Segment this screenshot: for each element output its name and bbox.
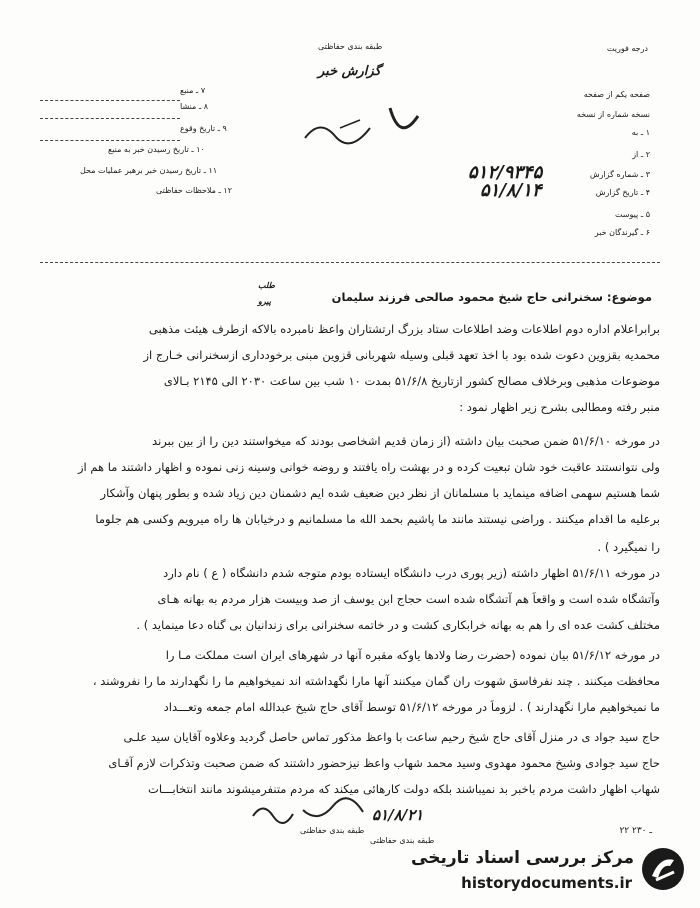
body-line: در مورخه ۵۱/۶/۱۰ ضمن صحبت بیان داشته (از زمان قدیم اشخاصی بودند که میخواستند دین را از بین ببرند <box>152 434 660 448</box>
field-attachment: ۵ ـ پیوست <box>614 210 650 219</box>
field-copy: نسخه شماره از نسخه <box>576 110 650 119</box>
field-recipients: ۶ ـ گیرندگان خبر <box>594 228 650 237</box>
bottom-signature <box>248 796 368 826</box>
body-line: در مورخه ۵۱/۶/۱۲ بیان نموده (حضرت رضا ولادها یاوکه مقبره آنها در شهرهای ایران است مملکت مـا را <box>165 648 660 662</box>
logo-icon <box>640 846 686 892</box>
field-from: ۲ ـ از <box>632 150 650 159</box>
field-report-date: ۴ ـ تاریخ گزارش <box>595 188 650 197</box>
urgency-label: درجه فوریت <box>606 44 648 53</box>
field-origin: ۸ ـ منشا <box>180 102 208 111</box>
classification-title: طبقه بندی حفاظتی <box>318 42 383 51</box>
bottom-classification-left: طبقه بندی حفاظتی <box>300 826 365 835</box>
bottom-classification-right: طبقه بندی حفاظتی <box>370 836 435 845</box>
watermark-url: historydocuments.ir <box>461 874 632 892</box>
body-line: وآتشگاه شده است و واقعاً هم آتشگاه شده است حجاج ابن یوسف از صد وبیست هزار مردم به بهانه هـای <box>157 592 660 606</box>
header-divider <box>40 262 660 263</box>
body-line: ما نمیخواهیم مارا نگهدارند ) . لزوماً در مورخه ۵۱/۶/۱۲ توسط آقای حاج شیخ عبدالله امام جمعه وتعـــداد <box>163 700 660 714</box>
body-line: شهاب اظهار داشت مردم باخبر بد نمیباشند بلکه دولت کارهائی میکند که مردم متنفرمیشوند مانند انتخابـــات <box>148 782 660 796</box>
field-source: ۷ ـ منبع <box>180 86 206 95</box>
body-line: حاج سید جواد ی در منزل آقای حاج شیخ رحیم ساعت با واعظ مذکور تماس حاصل گردید وعلاوه آقایان سید علـی <box>123 730 660 744</box>
side-note-2: پیرو <box>258 296 271 306</box>
bottom-handwritten-date: ۵۱/۸/۲۱ <box>372 806 424 824</box>
bottom-code: ۲۲ ـ ۲۳۰ <box>619 826 652 836</box>
body-line: مختلف کشت عده ای را هم به بهانه خرابکاری کشت و در خاتمه سخنرانی برای زندانیان بی گناه دعا مینماید ) . <box>136 618 660 632</box>
body-line: موضوعات مذهبی وبرخلاف مصالح کشور ازتاریخ ۵۱/۶/۸ بمدت ۱۰ شب بین ساعت ۲۰۳۰ الی ۲۱۴۵ بـالای <box>163 374 660 388</box>
watermark-name: مرکز بررسی اسناد تاریخی <box>411 848 634 868</box>
handwritten-report-date: ۵۱/۸/۱۴ <box>480 180 542 201</box>
side-note-1: طلب <box>258 280 275 290</box>
body-line: برعلیه ما اقدام میکنند . وراضی نیستند مانند ما پاشیم بحمد الله ما مسلمانیم و درخیابان ها راه میرویم وکسی هم جلوما <box>95 512 660 526</box>
report-title: گزارش خبر <box>318 64 381 79</box>
field-security-notes: ۱۲ ـ ملاحظات حفاظتی <box>156 186 232 195</box>
body-line: محمدیه بقزوین دعوت شده بود با اخذ تعهد قبلی وسیله شهربانی قزوین مبنی برخودداری ازسخنرانی خـارج از <box>143 348 660 362</box>
field-to: ۱ ـ به <box>631 128 650 137</box>
body-line: شما هستیم سهمی اضافه مینماید با مسلمانان از نظر دین ضعیف شده ایم دشمنان دین زیاد شده و بطور پنهان وآشکار <box>100 486 660 500</box>
body-line: برابراعلام اداره دوم اطلاعات وضد اطلاعات ستاد بزرگ ارتشتاران واعظ نامبرده بالاکه ازطرف هیئت مذهبی <box>148 322 660 336</box>
field-date-source: ۱۰ ـ تاریخ رسیدن خبر به منبع <box>108 145 205 154</box>
field-event-date: ۹ ـ تاریخ وقوع <box>180 124 227 133</box>
watermark <box>404 840 694 902</box>
body-line: را نمیگیرد ) . <box>597 540 660 554</box>
handwritten-report-number: ۵۱۲/۹۳۴۵ <box>468 162 543 183</box>
body-line: منبر رفته ومطالبی بشرح زیر اظهار نمود : <box>459 400 660 414</box>
body-line: در مورخه ۵۱/۶/۱۱ اظهار داشته (زیر پوری درب دانشگاه ایستاده بودم متوجه شدم دانشگاه ( ع ) نام دارد <box>163 566 660 580</box>
body-line: محافظت میکنند . چند نفرفاسق شهوت ران گمان میکنند آنها مارا نگهداشته اند نمیخواهیم ما را نگهدارند ما را نفروشند ، <box>92 674 660 688</box>
subject-line: موضوع: سخنرانی حاج شیخ محمود صالحی فرزند سلیمان <box>331 290 652 304</box>
field-page: صفحه یکم از صفحه <box>583 90 650 99</box>
body-line: حاج سید جوادی وشیخ محمود مهدوی وسید محمد شهاب واعظ نیزحضور داشتند که ضمن صحبت وتذکرات لازم آقـای <box>108 756 660 770</box>
field-report-number: ۳ ـ شماره گزارش <box>589 170 650 179</box>
field-date-leader: ۱۱ ـ تاریخ رسیدن خبر برهبر عملیات محل <box>80 166 218 175</box>
body-line: ولی نتوانستند عاقبت خود شان تبعیت کرده و در بهشت راه یافتند و روضه خوانی وسینه زنی نموده و اظهار داشتند ما هم از <box>77 460 660 474</box>
signature-scribble <box>300 98 430 158</box>
